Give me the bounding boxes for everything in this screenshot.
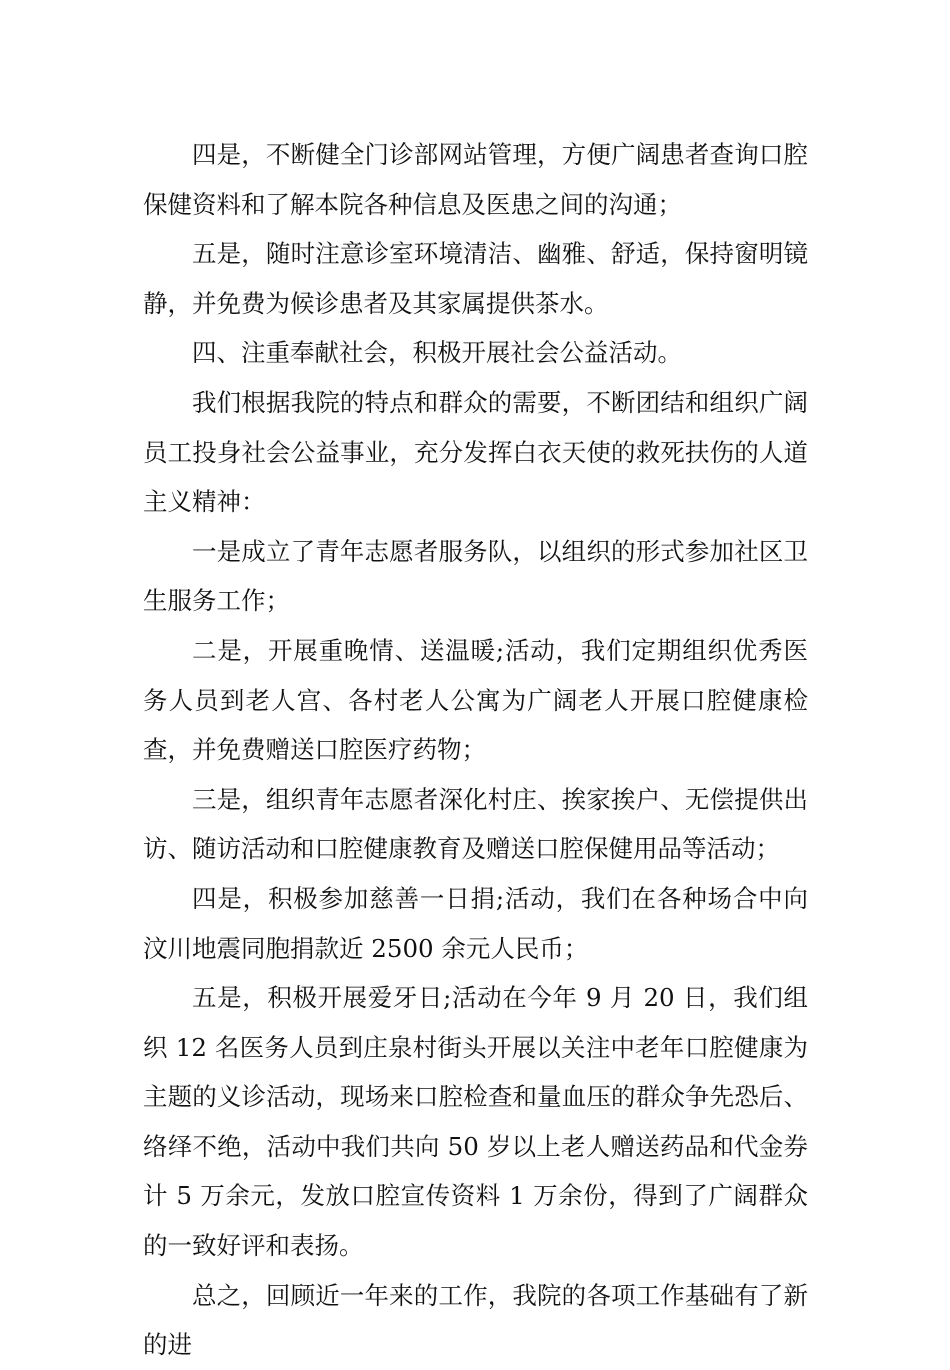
paragraph-item-5-environment: 五是，随时注意诊室环境清洁、幽雅、舒适，保持窗明镜静，并免费为候诊患者及其家属提供茶水。 [143,239,808,318]
paragraph-summary: 总之，回顾近一年来的工作，我院的各项工作基础有了新的进 [143,1280,808,1360]
paragraph-item-4-website: 四是，不断健全门诊部网站管理，方便广阔患者查询口腔保健资料和了解本院各种信息及医患之间的沟通； [143,140,808,219]
paragraph-intro-public-welfare: 我们根据我院的特点和群众的需要，不断团结和组织广阔员工投身社会公益事业，充分发挥白衣天使的救死扶伤的人道主义精神： [143,387,808,517]
document-body [143,130,808,1370]
paragraph-item-2-elderly-care: 二是，开展重晚情、送温暖;活动，我们定期组织优秀医务人员到老人宫、各村老人公寓为广阔老人开展口腔健康检查，并免费赠送口腔医疗药物； [143,635,808,765]
paragraph-item-5-dental-day: 五是，积极开展爱牙日;活动在今年 9 月 20 日，我们组织 12 名医务人员到庄泉村街头开展以关注中老年口腔健康为主题的义诊活动，现场来口腔检查和量血压的群众争先恐后、络绎不绝，活动中我们共向 50 岁以上老人赠送药品和代金券计 5 万余元，发放口腔宣传资料 1 万余份，得到了广阔群众的一致好评和表扬。 [143,983,808,1261]
paragraph-item-1-volunteers: 一是成立了青年志愿者服务队，以组织的形式参加社区卫生服务工作； [143,536,808,616]
paragraph-item-4-charity: 四是，积极参加慈善一日捐;活动，我们在各种场合中向汶川地震同胞捐款近 2500 余元人民币； [143,883,808,963]
paragraph-item-3-village-visits: 三是，组织青年志愿者深化村庄、挨家挨户、无偿提供出访、随访活动和口腔健康教育及赠送口腔保健用品等活动； [143,784,808,864]
section-heading-social-service: 四、注重奉献社会，积极开展社会公益活动。 [192,338,682,368]
